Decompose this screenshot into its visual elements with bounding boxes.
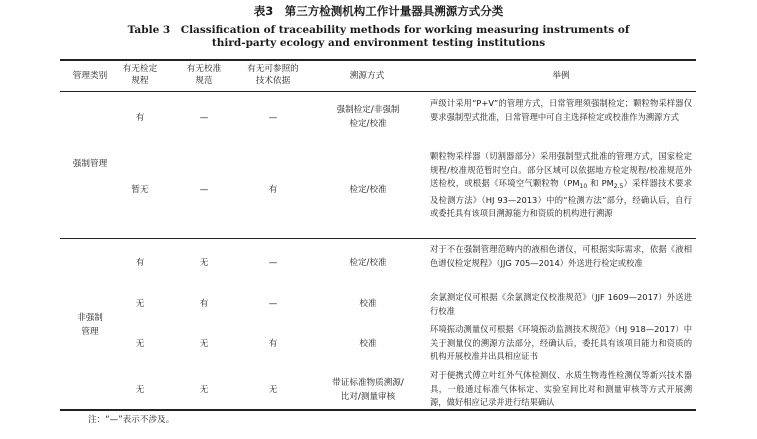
- table-note: 注：“—”表示不涉及。: [88, 415, 175, 425]
- row6-regulation: 无: [135, 385, 145, 395]
- row5-regulation: 无: [135, 339, 145, 349]
- header-has-specification-line1: 有无校准: [186, 64, 222, 74]
- row3-reference: —: [268, 258, 278, 268]
- group-label-mandatory: 强制管理: [72, 159, 108, 169]
- row4-regulation: 无: [135, 299, 145, 309]
- row2-regulation: 暂无: [131, 185, 149, 195]
- row1-specification: —: [199, 113, 209, 123]
- row4-reference: —: [268, 299, 278, 309]
- row2-example-subscript-2-5: 2.5: [613, 183, 624, 191]
- header-has-regulation-line2: 规程: [131, 76, 149, 86]
- header-has-regulation: [112, 63, 168, 87]
- row1-example: 声级计采用“P+V”的管理方式，日常管理须强制检定；颗粒物采样器仅要求强制型式批准，日常管理中可自主选择检定或校准作为溯源方式: [430, 98, 692, 122]
- header-category: 管理类别: [72, 71, 108, 81]
- row6-method-line1: 带证标准物质溯源/: [332, 378, 404, 388]
- header-rule: [60, 91, 696, 92]
- group-label-non-mandatory-line1: 非强制: [77, 313, 103, 323]
- row2-example: [430, 150, 692, 221]
- header-has-reference-line1: 有无可参照的: [247, 64, 299, 74]
- row4-method: 校准: [359, 299, 377, 309]
- table-caption-en-line2: third-party ecology and environment testing institutions: [211, 37, 546, 49]
- row3-method: 检定/校准: [349, 258, 387, 268]
- group-divider-rule: [60, 238, 696, 239]
- row3-specification: 无: [199, 258, 209, 268]
- row1-reference: —: [268, 113, 278, 123]
- row4-example: 余氯测定仪可根据《余氯测定仪校准规范》（JJF 1609—2017）外送进行校准: [430, 292, 692, 316]
- row5-specification: 无: [199, 339, 209, 349]
- header-has-specification: [176, 63, 232, 87]
- row5-method: 校准: [359, 339, 377, 349]
- row6-example: 对于便携式傅立叶红外气体检测仪、水质生物毒性检测仪等新兴技术器具，一般通过标准气体标定、实验室间比对和测量审核等方式开展溯源，做好相应记录并进行结果确认: [430, 370, 692, 408]
- row2-example-part-b: 和 PM: [587, 178, 614, 189]
- row6-method: [312, 377, 424, 404]
- row3-example: 对于不在强制管理范畴内的液相色谱仪，可根据实际需求，依据《液相色谱仪检定规程》（JJG 705—2014）外送进行检定或校准: [430, 244, 692, 268]
- row2-example-part-a: 颗粒物采样器（切割器部分）采用强制型式批准的管理方式，国家检定规程/校准规范暂时空白。部分区域可以依据地方检定规程/校准规范外送检校，或根据《环境空气颗粒物（PM: [430, 151, 692, 189]
- row2-reference: 有: [268, 185, 278, 195]
- row6-method-line2: 比对/测量审核: [340, 391, 396, 402]
- header-has-reference-line2: 技术依据: [255, 76, 291, 86]
- top-rule: [60, 59, 696, 61]
- row5-reference: 有: [268, 339, 278, 349]
- row6-specification: 无: [199, 385, 209, 395]
- row5-example: 环境振动测量仪可根据《环境振动监测技术规范》（HJ 918—2017）中关于测量仪的溯源方法部分，经确认后，委托具有该项目能力和资质的机构开展校准并出具相应证书: [430, 324, 692, 362]
- row2-specification: —: [199, 185, 209, 195]
- header-has-regulation-line1: 有无检定: [122, 64, 158, 74]
- row2-example-part-c: ）采样器技术要求及检测方法》（HJ 93—2013）中的“检测方法”部分，经确认后，自行或委托具有该项目溯源能力和资质的机构进行溯源: [430, 178, 692, 219]
- row6-reference: 无: [268, 385, 278, 395]
- table-caption-cn: 表3 第三方检测机构工作计量器具溯源方式分类: [253, 4, 504, 18]
- header-has-specification-line2: 规范: [195, 76, 213, 86]
- group-label-non-mandatory-line2: 管理: [81, 326, 99, 337]
- header-method: 溯源方式: [349, 71, 385, 81]
- row1-method-line1: 强制检定/非强制: [336, 105, 400, 115]
- row1-method: [316, 104, 420, 131]
- row1-method-line2: 检定/校准: [349, 118, 387, 129]
- row3-regulation: 有: [135, 258, 145, 268]
- row2-method: 检定/校准: [349, 185, 387, 195]
- group-label-non-mandatory: [62, 312, 118, 339]
- header-example: 举例: [552, 71, 570, 81]
- row4-specification: 有: [199, 299, 209, 309]
- header-has-reference: [236, 63, 310, 87]
- table-caption-en-line1: Table 3 Classification of traceability methods for working measuring instruments of: [127, 24, 630, 36]
- row2-example-subscript-10: 10: [579, 183, 588, 191]
- row1-regulation: 有: [135, 113, 145, 123]
